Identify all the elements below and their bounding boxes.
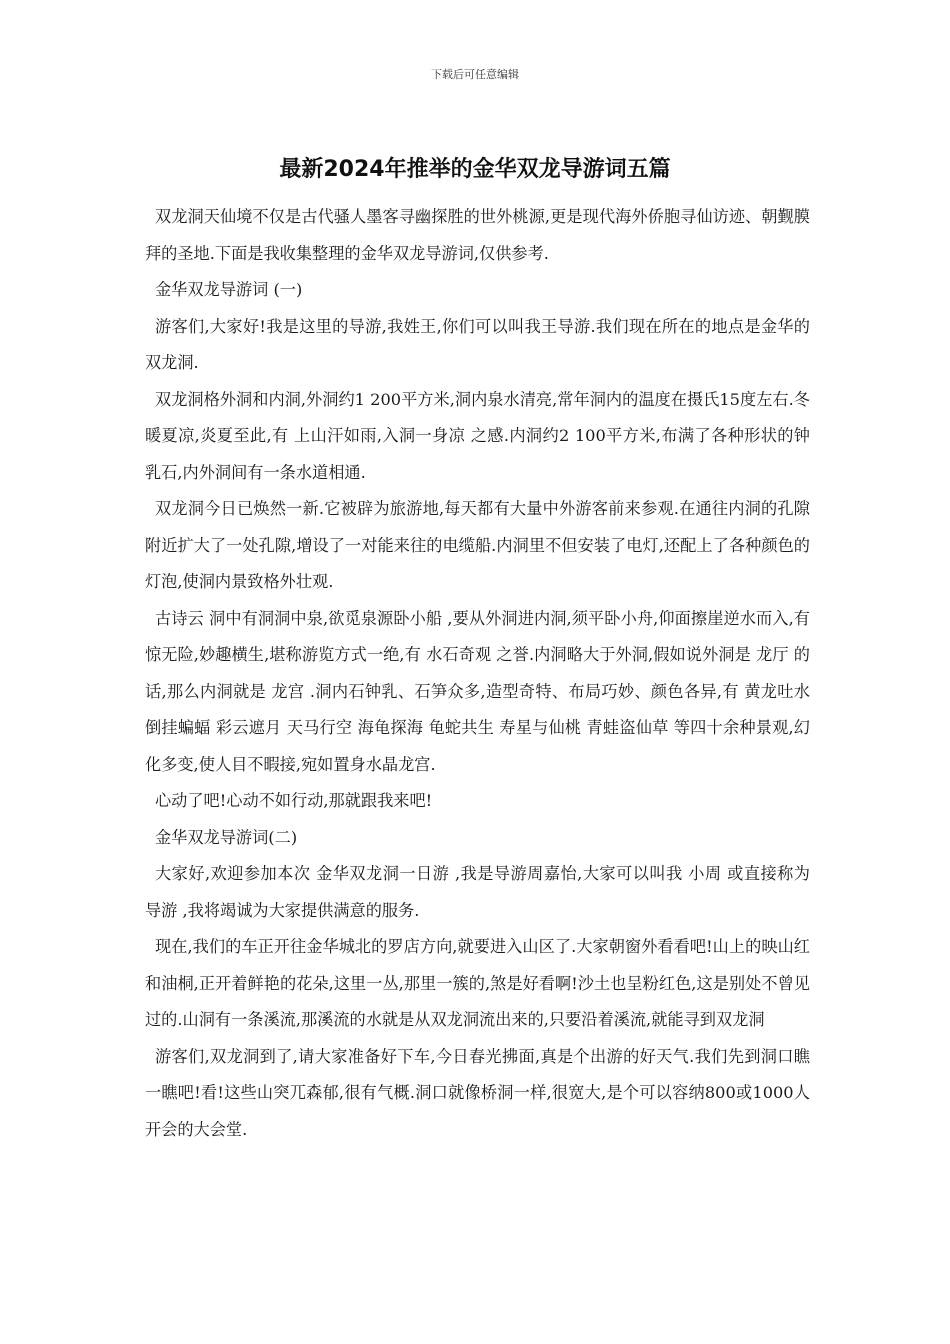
intro-paragraph: 双龙洞天仙境不仅是古代骚人墨客寻幽探胜的世外桃源,更是现代海外侨胞寻仙访迹、朝觐膜拜的圣地.下面是我收集整理的金华双龙导游词,仅供参考. bbox=[145, 207, 810, 263]
header-note: 下载后可任意编辑 bbox=[431, 68, 519, 81]
body-paragraph: 心动了吧!心动不如行动,那就跟我来吧! bbox=[155, 791, 433, 810]
body-paragraph: 大家好,欢迎参加本次 金华双龙洞一日游 ,我是导游周嘉怡,大家可以叫我 小周 或直接称为 导游 ,我将竭诚为大家提供满意的服务. bbox=[145, 864, 810, 920]
document-body bbox=[145, 199, 810, 1148]
section-heading-1: 金华双龙导游词 (一) bbox=[155, 280, 303, 299]
body-paragraph: 双龙洞格外洞和内洞,外洞约1 200平方米,洞内泉水清亮,常年洞内的温度在摄氏15度左右.冬暖夏凉,炎夏至此,有 上山汗如雨,入洞一身凉 之感.内洞约2 100平方米,布满了各种形状的钟乳石,内外洞间有一条水道相通. bbox=[145, 389, 810, 482]
body-paragraph: 现在,我们的车正开往金华城北的罗店方向,就要进入山区了.大家朝窗外看看吧!山上的映山红和油桐,正开着鲜艳的花朵,这里一丛,那里一簇的,煞是好看啊!沙土也呈粉红色,这是别处不曾见过的.山洞有一条溪流,那溪流的水就是从双龙洞流出来的,只要沿着溪流,就能寻到双龙洞 bbox=[145, 937, 810, 1029]
page-title: 最新2024年推举的金华双龙导游词五篇 bbox=[279, 157, 671, 182]
body-paragraph: 古诗云 洞中有洞洞中泉,欲觅泉源卧小船 ,要从外洞进内洞,须平卧小舟,仰面擦崖逆水而入,有惊无险,妙趣横生,堪称游览方式一绝,有 水石奇观 之誉.内洞略大于外洞,假如说外洞是 龙厅 的话,那么内洞就是 龙宫 .洞内石钟乳、石笋众多,造型奇特、布局巧妙、颜色各异,有 黄龙吐水 倒挂蝙蝠 彩云遮月 天马行空 海龟探海 龟蛇共生 寿星与仙桃 青蛙盗仙草 等四十余种景观,幻化多变,使人目不暇接,宛如置身水晶龙宫. bbox=[145, 608, 810, 774]
section-heading-2: 金华双龙导游词(二) bbox=[155, 827, 298, 847]
body-paragraph: 双龙洞今日已焕然一新.它被辟为旅游地,每天都有大量中外游客前来参观.在通往内洞的孔隙附近扩大了一处孔隙,增设了一对能来往的电缆船.内洞里不但安装了电灯,还配上了各种颜色的灯泡,使洞内景致格外壮观. bbox=[145, 499, 810, 591]
body-paragraph: 游客们,双龙洞到了,请大家准备好下车,今日春光拂面,真是个出游的好天气.我们先到洞口瞧一瞧吧!看!这些山突兀森郁,很有气概.洞口就像桥洞一样,很宽大,是个可以容纳800或1000人开会的大会堂. bbox=[145, 1046, 810, 1139]
body-paragraph: 游客们,大家好!我是这里的导游,我姓王,你们可以叫我王导游.我们现在所在的地点是金华的双龙洞. bbox=[145, 316, 810, 372]
